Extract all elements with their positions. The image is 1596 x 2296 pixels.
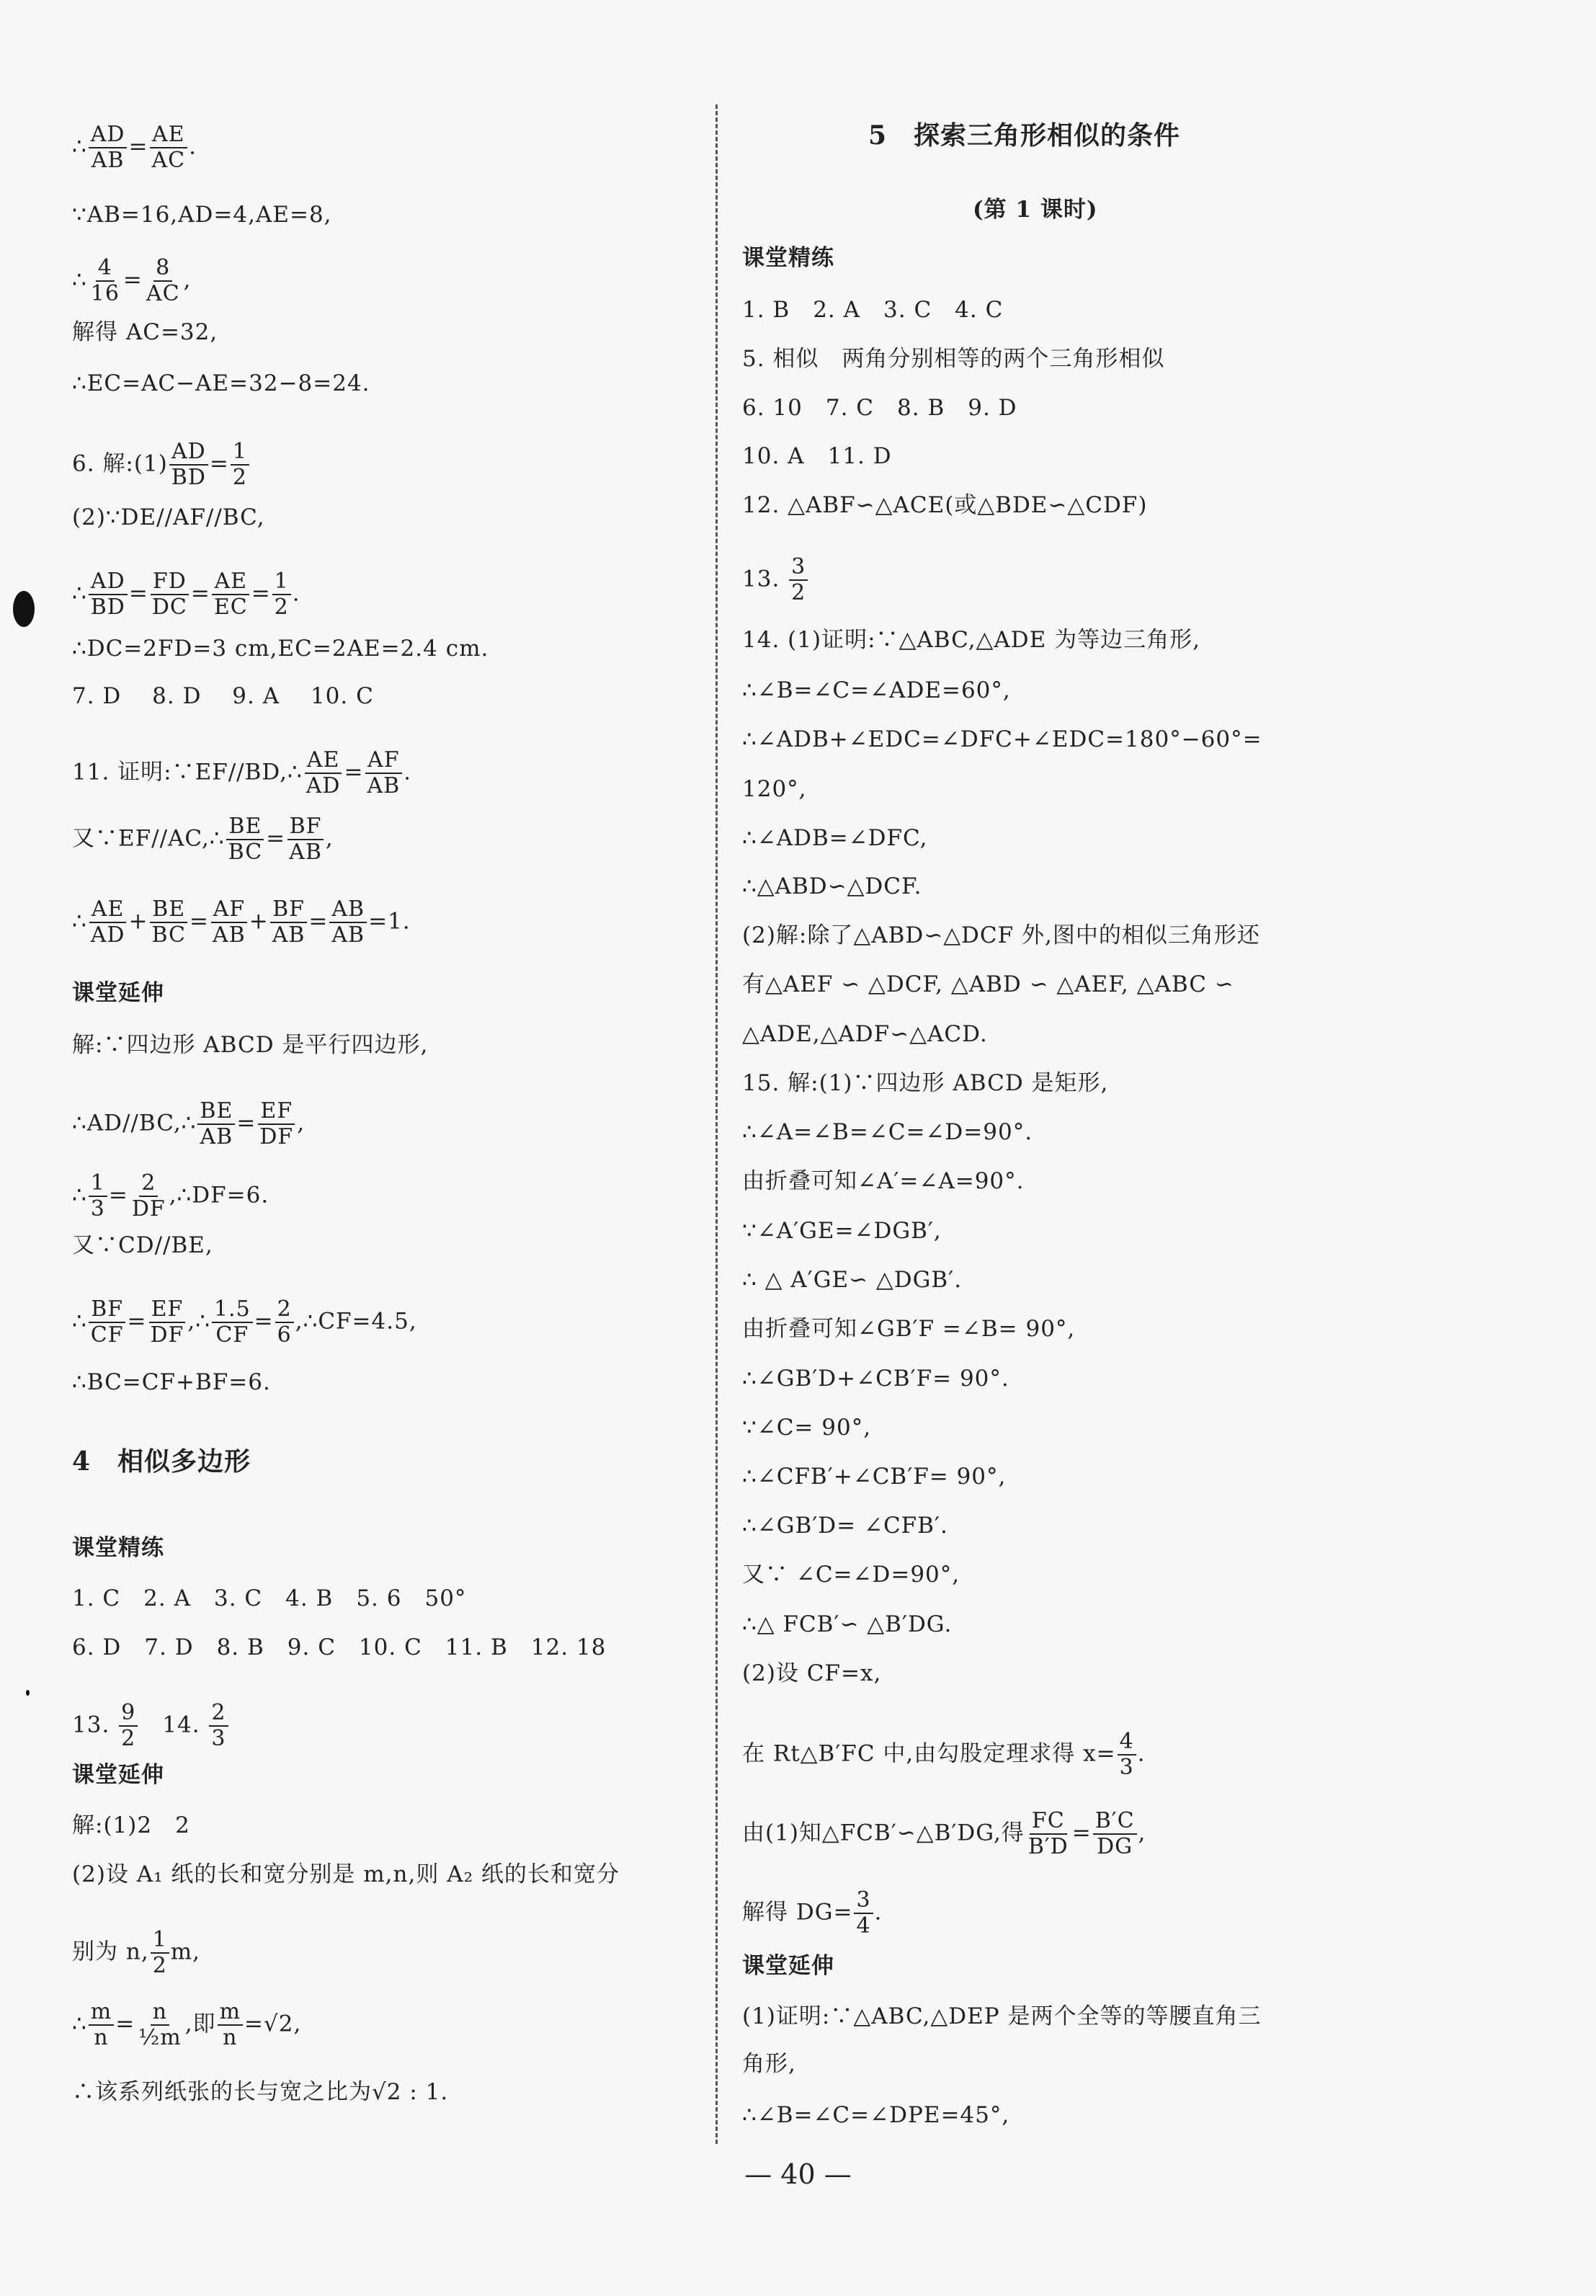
fraction: [89, 1297, 126, 1348]
fraction: [89, 1171, 107, 1222]
left-line: [72, 202, 332, 228]
right-line: [742, 1660, 881, 1686]
fraction-denominator: AB: [91, 148, 125, 173]
text-segment: =: [108, 1182, 128, 1209]
fraction-numerator: AD: [169, 440, 208, 466]
right-line: [742, 1730, 1146, 1780]
fraction: [212, 569, 250, 620]
fraction-denominator: AB: [200, 1124, 233, 1149]
fraction-numerator: AE: [212, 569, 249, 595]
left-line: [72, 123, 197, 173]
text-segment: +: [249, 908, 269, 935]
text-segment: 10. A 11. D: [742, 443, 892, 469]
fraction-denominator: DC: [151, 595, 187, 620]
right-line: [742, 2003, 1261, 2029]
left-line: [72, 1297, 417, 1348]
text-segment: 5. 相似 两角分别相等的两个三角形相似: [742, 346, 1165, 372]
fraction-denominator: DF: [131, 1196, 166, 1222]
fraction-denominator: AD: [306, 773, 341, 798]
text-segment: (2)∵DE//AF//BC,: [72, 504, 265, 530]
text-segment: 有△AEF ∽ △DCF, △ABD ∽ △AEF, △ABC ∽: [742, 971, 1234, 997]
fraction: [212, 1297, 253, 1348]
left-line: [72, 440, 251, 490]
text-segment: =: [236, 1110, 257, 1136]
text-segment: 解得 DG=: [742, 1899, 853, 1926]
fraction-denominator: CF: [90, 1322, 124, 1348]
fraction-numerator: BF: [270, 897, 307, 923]
fraction-numerator: 3: [789, 555, 808, 581]
text-segment: 解:(1)2 2: [72, 1812, 190, 1838]
text-segment: ∴ △ A′GE∽ △DGB′.: [742, 1267, 963, 1293]
left-line: [72, 1701, 230, 1751]
fraction-denominator: EC: [213, 595, 248, 620]
text-segment: ∴∠B=∠C=∠DPE=45°,: [742, 2102, 1010, 2128]
fraction-numerator: 1: [231, 440, 249, 466]
fraction-numerator: m: [89, 2000, 114, 2026]
text-segment: ∵∠A′GE=∠DGB′,: [742, 1218, 942, 1244]
fraction: [151, 1928, 169, 1978]
fraction: [169, 440, 208, 490]
fraction-numerator: AD: [89, 123, 128, 148]
left-line: [72, 1762, 164, 1788]
fraction-denominator: B′D: [1027, 1834, 1069, 1859]
text-segment: ∴EC=AC−AE=32−8=24.: [72, 370, 370, 396]
text-segment: 由折叠可知∠A′=∠A=90°.: [742, 1168, 1025, 1194]
text-segment: ,: [183, 267, 192, 293]
fraction: [89, 2000, 114, 2050]
left-line: [72, 1171, 269, 1222]
left-line: [72, 1369, 271, 1395]
fraction-denominator: CF: [215, 1322, 249, 1348]
text-segment: ∴∠CFB′+∠CB′F= 90°,: [742, 1464, 1007, 1490]
text-segment: 11. 证明:∵EF//BD,∴: [72, 759, 303, 786]
text-segment: △ADE,△ADF∽△ACD.: [742, 1021, 988, 1047]
right-line: [742, 395, 1017, 421]
left-line: [72, 1861, 620, 1887]
fraction-numerator: BE: [150, 897, 187, 923]
left-line: [72, 897, 411, 948]
fraction: [130, 1171, 168, 1222]
text-segment: ∴: [72, 908, 87, 935]
text-segment: ,∴DF=6.: [169, 1182, 269, 1209]
text-segment: ∴: [72, 133, 87, 160]
fraction-numerator: 3: [854, 1888, 873, 1914]
fraction-denominator: 2: [152, 1953, 167, 1978]
fraction-denominator: AB: [212, 922, 246, 948]
fraction-denominator: AC: [151, 148, 186, 173]
text-segment: +: [128, 908, 148, 935]
fraction: [150, 569, 190, 620]
fraction: [149, 123, 187, 173]
fraction-denominator: 3: [211, 1726, 226, 1751]
fraction: [89, 569, 128, 620]
fraction-numerator: 2: [209, 1701, 228, 1727]
left-line: [72, 1812, 190, 1838]
text-segment: 课堂延伸: [742, 1953, 834, 1979]
fraction: [789, 555, 808, 605]
fraction-numerator: 2: [275, 1297, 294, 1323]
fraction-denominator: 3: [1119, 1755, 1134, 1780]
fraction-numerator: AE: [89, 897, 127, 923]
right-line: [742, 492, 1147, 518]
text-segment: 12. △ABF∽△ACE(或△BDE∽△CDF): [742, 492, 1148, 518]
text-segment: ∴: [72, 1182, 87, 1209]
right-line: [742, 443, 892, 469]
fraction-denominator: n: [223, 2025, 238, 2050]
text-segment: =: [251, 580, 271, 607]
right-line: [742, 2102, 1009, 2128]
right-line: [742, 1513, 948, 1539]
fraction: [287, 814, 324, 865]
fraction-numerator: B′C: [1093, 1809, 1137, 1835]
left-line: [72, 1232, 213, 1258]
left-line: [72, 748, 411, 798]
left-line: [72, 2079, 448, 2105]
right-line: [742, 1218, 942, 1244]
fraction: [365, 748, 402, 798]
fraction-numerator: 2: [139, 1171, 158, 1197]
left-line: [72, 370, 370, 396]
scan-speck: [26, 1690, 30, 1696]
fraction-numerator: AE: [150, 123, 187, 148]
fraction-denominator: DF: [150, 1322, 184, 1348]
left-line: [72, 504, 265, 530]
right-line: [742, 1464, 1006, 1490]
text-segment: 6. D 7. D 8. B 9. C 10. C 11. B 12. 18: [72, 1634, 607, 1660]
fraction: [231, 440, 249, 490]
right-line: [742, 1316, 1075, 1342]
fraction-numerator: AF: [365, 748, 401, 774]
right-line: [742, 1562, 960, 1588]
fraction-numerator: EF: [258, 1099, 295, 1125]
fraction-denominator: 6: [277, 1322, 292, 1348]
fraction: [272, 569, 291, 620]
text-segment: 14. (1)证明:∵△ABC,△ADE 为等边三角形,: [742, 627, 1200, 653]
right-line: [742, 1415, 871, 1441]
fraction-denominator: AB: [331, 922, 365, 948]
fraction: [89, 897, 128, 948]
right-line: [868, 120, 1181, 151]
fraction-numerator: 4: [96, 256, 115, 282]
fraction: [197, 1099, 235, 1149]
right-line: [742, 1809, 1146, 1859]
text-segment: ,: [325, 825, 334, 852]
text-segment: ,即: [184, 2011, 216, 2037]
text-segment: =: [209, 450, 229, 477]
text-segment: =: [115, 2011, 135, 2037]
text-segment: =: [266, 825, 286, 852]
text-segment: ∴DC=2FD=3 cm,EC=2AE=2.4 cm.: [72, 636, 489, 662]
fraction: [304, 748, 343, 798]
text-segment: 5 探索三角形相似的条件: [868, 120, 1181, 151]
right-line: [742, 297, 1003, 323]
text-segment: 课堂精练: [742, 245, 834, 271]
fraction: [1118, 1730, 1136, 1780]
fraction-numerator: BE: [197, 1099, 235, 1125]
right-line: [742, 1021, 988, 1047]
scan-blot: [13, 591, 35, 627]
text-segment: ∴该系列纸张的长与宽之比为√2 : 1.: [72, 2079, 449, 2105]
fraction: [329, 897, 367, 948]
text-segment: 课堂精练: [72, 1535, 164, 1561]
fraction-denominator: AC: [146, 281, 180, 306]
text-segment: 角形,: [742, 2051, 796, 2077]
text-segment: =1.: [368, 908, 411, 935]
text-segment: ,∴: [187, 1308, 210, 1335]
right-line: [742, 627, 1200, 653]
text-segment: ∴: [72, 580, 87, 607]
left-line: [72, 1032, 428, 1058]
fraction-denominator: 3: [90, 1196, 105, 1222]
fraction-denominator: 2: [232, 465, 247, 490]
right-line: [742, 1267, 962, 1293]
fraction-numerator: 1: [89, 1171, 107, 1197]
text-segment: 由折叠可知∠GB′F =∠B= 90°,: [742, 1316, 1076, 1342]
fraction-denominator: DG: [1097, 1834, 1133, 1859]
text-segment: .: [874, 1899, 883, 1926]
right-line: [742, 1953, 834, 1979]
text-segment: 1. B 2. A 3. C 4. C: [742, 297, 1004, 323]
left-line: [72, 1585, 466, 1611]
text-segment: ∴∠A=∠B=∠C=∠D=90°.: [742, 1119, 1033, 1145]
text-segment: =: [344, 759, 364, 786]
text-segment: ∵∠C= 90°,: [742, 1415, 872, 1441]
page-number: — 40 —: [744, 2158, 852, 2190]
text-segment: 14.: [139, 1712, 208, 1738]
fraction: [270, 897, 308, 948]
fraction: [149, 897, 188, 948]
text-segment: 6. 10 7. C 8. B 9. D: [742, 395, 1017, 421]
fraction-denominator: AB: [289, 840, 322, 865]
fraction: [119, 1701, 138, 1751]
fraction-denominator: 16: [90, 281, 120, 306]
fraction-denominator: AD: [90, 922, 125, 948]
text-segment: ∴∠GB′D+∠CB′F= 90°.: [742, 1366, 1009, 1392]
text-segment: ∵AB=16,AD=4,AE=8,: [72, 202, 332, 228]
text-segment: (2)设 CF=x,: [742, 1660, 882, 1686]
right-line: [742, 1888, 882, 1939]
fraction-denominator: n: [94, 2025, 109, 2050]
fraction-numerator: n: [151, 2000, 169, 2026]
right-line: [742, 776, 807, 802]
fraction-numerator: BF: [287, 814, 324, 840]
fraction: [144, 256, 182, 306]
left-line: [72, 2000, 301, 2050]
left-line: [72, 1634, 606, 1660]
fraction-denominator: 2: [274, 595, 289, 620]
fraction-numerator: AE: [305, 748, 342, 774]
left-line: [72, 1099, 305, 1149]
text-segment: 又∵EF//AC,∴: [72, 825, 225, 852]
text-segment: 解得 AC=32,: [72, 319, 218, 345]
left-line: [72, 256, 191, 306]
text-segment: =: [190, 908, 209, 935]
fraction-denominator: 4: [856, 1913, 871, 1939]
text-segment: 课堂延伸: [72, 1762, 164, 1788]
right-line: [742, 1366, 1009, 1392]
fraction-denominator: 2: [791, 580, 806, 605]
text-segment: .: [1137, 1740, 1146, 1767]
text-segment: 13.: [72, 1712, 118, 1738]
text-segment: 又∵CD//BE,: [72, 1232, 213, 1258]
text-segment: 在 Rt△B′FC 中,由勾股定理求得 x=: [742, 1740, 1116, 1767]
right-line: [742, 677, 1011, 703]
fraction-numerator: AD: [89, 569, 128, 595]
right-line: [742, 1611, 952, 1637]
text-segment: (1)证明:∵△ABC,△DEP 是两个全等的等腰直角三: [742, 2003, 1262, 2029]
column-divider: [715, 104, 718, 2144]
text-segment: =: [1071, 1820, 1092, 1846]
fraction-numerator: 9: [119, 1701, 138, 1727]
text-segment: 4 相似多边形: [72, 1446, 251, 1477]
fraction-denominator: ½m: [138, 2025, 182, 2050]
fraction-numerator: FC: [1030, 1809, 1067, 1835]
fraction: [89, 123, 128, 173]
text-segment: =: [254, 1308, 274, 1335]
fraction: [226, 814, 265, 865]
right-line: [742, 555, 809, 605]
fraction: [275, 1297, 294, 1348]
fraction-numerator: FD: [151, 569, 189, 595]
text-segment: =√2,: [244, 2011, 302, 2037]
fraction-denominator: 2: [121, 1726, 136, 1751]
fraction-numerator: AB: [329, 897, 367, 923]
text-segment: ,: [1138, 1820, 1146, 1846]
fraction-numerator: BE: [226, 814, 264, 840]
text-segment: (2)设 A₁ 纸的长和宽分别是 m,n,则 A₂ 纸的长和宽分: [72, 1861, 620, 1887]
text-segment: ∴∠ADB+∠EDC=∠DFC+∠EDC=180°−60°=: [742, 726, 1262, 752]
text-segment: ∴AD//BC,∴: [72, 1110, 197, 1136]
text-segment: =: [128, 133, 148, 160]
text-segment: ∴: [72, 267, 87, 293]
text-segment: 1. C 2. A 3. C 4. B 5. 6 50°: [72, 1585, 467, 1611]
left-line: [72, 319, 218, 345]
text-segment: 15. 解:(1)∵四边形 ABCD 是矩形,: [742, 1070, 1109, 1096]
right-line: [742, 1168, 1025, 1194]
text-segment: 由(1)知△FCB′∽△B′DG,得: [742, 1820, 1025, 1846]
fraction-denominator: BC: [151, 922, 186, 948]
right-line: [742, 2051, 796, 2077]
text-segment: 7. D 8. D 9. A 10. C: [72, 683, 374, 709]
text-segment: 120°,: [742, 776, 807, 802]
fraction: [148, 1297, 187, 1348]
text-segment: ∴∠B=∠C=∠ADE=60°,: [742, 677, 1011, 703]
text-segment: (2)解:除了△ABD∽△DCF 外,图中的相似三角形还: [742, 922, 1260, 948]
left-line: [72, 1535, 164, 1561]
text-segment: ∴: [72, 2011, 87, 2037]
left-line: [72, 683, 374, 709]
fraction-numerator: m: [218, 2000, 243, 2026]
fraction-denominator: BD: [90, 595, 125, 620]
right-line: [742, 1119, 1033, 1145]
fraction: [854, 1888, 873, 1939]
text-segment: ∴∠ADB=∠DFC,: [742, 825, 928, 851]
text-segment: .: [404, 759, 412, 786]
fraction-denominator: AB: [272, 922, 306, 948]
left-line: [72, 980, 164, 1006]
text-segment: (第 1 课时): [973, 197, 1098, 223]
fraction-numerator: 1: [272, 569, 291, 595]
left-line: [72, 1928, 200, 1978]
left-line: [72, 569, 300, 620]
right-line: [742, 726, 1262, 752]
fraction: [210, 897, 248, 948]
fraction: [218, 2000, 243, 2050]
text-segment: ∴△ABD∽△DCF.: [742, 873, 922, 899]
left-line: [72, 636, 489, 662]
fraction-denominator: BC: [228, 840, 263, 865]
text-segment: ∴BC=CF+BF=6.: [72, 1369, 271, 1395]
right-line: [973, 197, 1098, 223]
fraction: [209, 1701, 228, 1751]
fraction-numerator: BF: [89, 1297, 125, 1323]
fraction-numerator: EF: [149, 1297, 186, 1323]
left-line: [72, 1446, 251, 1477]
text-segment: .: [189, 133, 197, 160]
right-line: [742, 346, 1164, 372]
text-segment: 课堂延伸: [72, 980, 164, 1006]
text-segment: 别为 n,: [72, 1939, 149, 1965]
text-segment: .: [292, 580, 300, 607]
fraction-numerator: 4: [1118, 1730, 1136, 1756]
fraction-denominator: DF: [259, 1124, 294, 1149]
fraction-numerator: 8: [153, 256, 172, 282]
text-segment: =: [122, 267, 143, 293]
text-segment: =: [308, 908, 329, 935]
text-segment: 6. 解:(1): [72, 450, 168, 477]
right-line: [742, 245, 834, 271]
text-segment: =: [190, 580, 210, 607]
fraction: [257, 1099, 295, 1149]
text-segment: ,∴CF=4.5,: [295, 1308, 417, 1335]
text-segment: ∴∠GB′D= ∠CFB′.: [742, 1513, 948, 1539]
right-line: [742, 1070, 1108, 1096]
right-line: [742, 971, 1234, 997]
right-line: [742, 825, 928, 851]
fraction-denominator: AB: [367, 773, 401, 798]
fraction: [1093, 1809, 1137, 1859]
fraction: [89, 256, 122, 306]
fraction-numerator: AF: [211, 897, 247, 923]
fraction: [136, 2000, 184, 2050]
fraction-denominator: BD: [171, 465, 206, 490]
left-line: [72, 814, 334, 865]
text-segment: m,: [170, 1939, 201, 1965]
text-segment: ,: [297, 1110, 306, 1136]
fraction-numerator: 1.5: [212, 1297, 253, 1323]
right-line: [742, 922, 1260, 948]
text-segment: 又∵ ∠C=∠D=90°,: [742, 1562, 960, 1588]
text-segment: ∴△ FCB′∽ △B′DG.: [742, 1611, 953, 1637]
text-segment: =: [127, 1308, 147, 1335]
text-segment: ∴: [72, 1308, 87, 1335]
fraction: [1026, 1809, 1071, 1859]
text-segment: 13.: [742, 566, 788, 592]
right-line: [742, 873, 922, 899]
text-segment: 解:∵四边形 ABCD 是平行四边形,: [72, 1032, 429, 1058]
fraction-numerator: 1: [151, 1928, 169, 1954]
text-segment: =: [128, 580, 148, 607]
